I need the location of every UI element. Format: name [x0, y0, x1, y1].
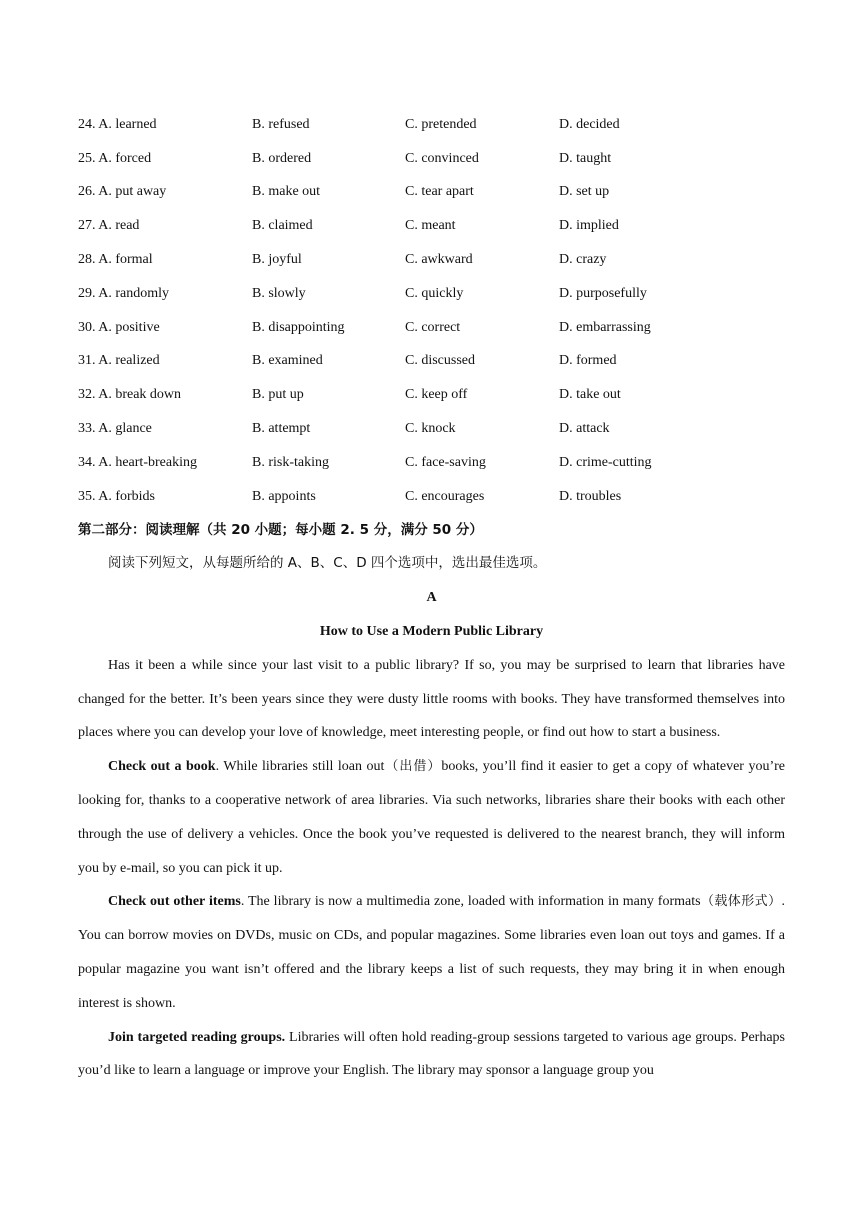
paragraph-heading: Join targeted reading groups. — [108, 1029, 286, 1045]
option-a: 32. A. break down — [78, 387, 182, 403]
option-c: C. knock — [405, 421, 456, 437]
option-c: C. tear apart — [405, 184, 474, 200]
option-b: B. put up — [252, 387, 304, 403]
option-b: B. claimed — [252, 218, 313, 234]
paragraph-text: Libraries will often hold reading-group sessions targeted to various age groups. Perhaps you’d like to learn a language or improve your English. The library may sponsor a language group you — [78, 1029, 786, 1079]
paragraph-intro: Has it been a while since your last visit to a public library? If so, you may be surprised to learn that libraries have changed for the better. It’s been years since they were dusty little rooms with books. They have transformed themselves into places where you can develop your love of knowledge, meet interesting people, or find out how to start a business. — [78, 657, 785, 741]
option-d: D. crime-cutting — [559, 454, 652, 470]
option-a: 27. A. read — [78, 218, 140, 234]
section-instruction: 阅读下列短文，从每题所给的 A、B、C、D 四个选项中，选出最佳选项。 — [108, 555, 547, 572]
option-a: 29. A. randomly — [78, 285, 169, 301]
paragraph-text: . While libraries still loan out — [215, 759, 385, 775]
option-d: D. embarrassing — [559, 319, 651, 335]
option-d: D. set up — [559, 184, 610, 200]
option-c: C. pretended — [405, 116, 477, 132]
option-b: B. refused — [252, 116, 310, 132]
option-b: B. appoints — [252, 488, 316, 504]
chinese-gloss: （出借） — [384, 759, 442, 775]
option-row — [78, 446, 785, 480]
section-title: 第二部分：阅读理解（共 20 小题；每小题 2. 5 分，满分 50 分） — [78, 521, 483, 538]
option-c: C. discussed — [405, 353, 475, 369]
option-a: 28. A. formal — [78, 252, 153, 268]
paragraph-heading: Check out other items — [108, 894, 241, 910]
option-d: D. formed — [559, 353, 617, 369]
option-row — [78, 378, 785, 412]
option-row — [78, 311, 785, 345]
option-d: D. take out — [559, 387, 621, 403]
option-b: B. risk-taking — [252, 454, 329, 470]
passage-title: How to Use a Modern Public Library — [319, 623, 544, 639]
option-d: D. troubles — [559, 488, 622, 504]
option-d: D. attack — [559, 421, 610, 437]
option-c: C. encourages — [405, 488, 485, 504]
option-row — [78, 345, 785, 379]
option-d: D. decided — [559, 116, 620, 132]
option-d: D. crazy — [559, 252, 607, 268]
option-a: 24. A. learned — [78, 116, 157, 132]
option-a: 25. A. forced — [78, 150, 152, 166]
chinese-gloss: （载体形式） — [700, 894, 782, 910]
option-c: C. keep off — [405, 387, 468, 403]
option-row — [78, 277, 785, 311]
option-row — [78, 176, 785, 210]
option-row — [78, 209, 785, 243]
paragraph-check-out-book — [78, 750, 785, 885]
option-row — [78, 412, 785, 446]
option-a: 26. A. put away — [78, 184, 167, 200]
option-row — [78, 108, 785, 142]
option-a: 34. A. heart-breaking — [78, 454, 197, 470]
option-a: 31. A. realized — [78, 353, 160, 369]
option-b: B. make out — [252, 184, 321, 200]
option-b: B. disappointing — [252, 319, 345, 335]
option-d: D. taught — [559, 150, 612, 166]
option-row — [78, 243, 785, 277]
option-list — [78, 108, 785, 514]
option-a: 33. A. glance — [78, 421, 152, 437]
option-b: B. ordered — [252, 150, 312, 166]
paragraph-heading: Check out a book — [108, 759, 216, 775]
option-b: B. joyful — [252, 252, 302, 268]
paragraph-text: . You can borrow movies on DVDs, music on CDs, and popular magazines. Some libraries even loan out toys and games. If a popular magazine you want isn’t offered and the library keeps a list of such requests, they may bring it in when enough interest is shown. — [78, 894, 785, 1011]
option-row — [78, 142, 785, 176]
option-c: C. meant — [405, 218, 456, 234]
option-c: C. quickly — [405, 285, 464, 301]
paragraph-text: . The library is now a multimedia zone, loaded with information in many formats — [240, 894, 701, 910]
option-d: D. purposefully — [559, 285, 647, 301]
option-a: 30. A. positive — [78, 319, 160, 335]
paragraph-check-out-items — [78, 885, 785, 1020]
passage-letter: A — [426, 590, 437, 606]
option-b: B. attempt — [252, 421, 311, 437]
option-d: D. implied — [559, 218, 619, 234]
option-b: B. slowly — [252, 285, 306, 301]
option-c: C. correct — [405, 319, 461, 335]
option-a: 35. A. forbids — [78, 488, 155, 504]
option-c: C. convinced — [405, 150, 479, 166]
option-row — [78, 480, 785, 514]
paragraph-reading-groups — [78, 1021, 785, 1089]
option-c: C. face-saving — [405, 454, 486, 470]
option-b: B. examined — [252, 353, 323, 369]
option-c: C. awkward — [405, 252, 473, 268]
paragraph-text: books, you’ll find it easier to get a copy of whatever you’re looking for, thanks to a cooperative network of area libraries. Via such networks, libraries share their books with each other through the use of delivery a vehicles. Once the book you’ve requested is delivered to the nearest branch, they will inform you by e-mail, so you can pick it up. — [78, 759, 785, 876]
